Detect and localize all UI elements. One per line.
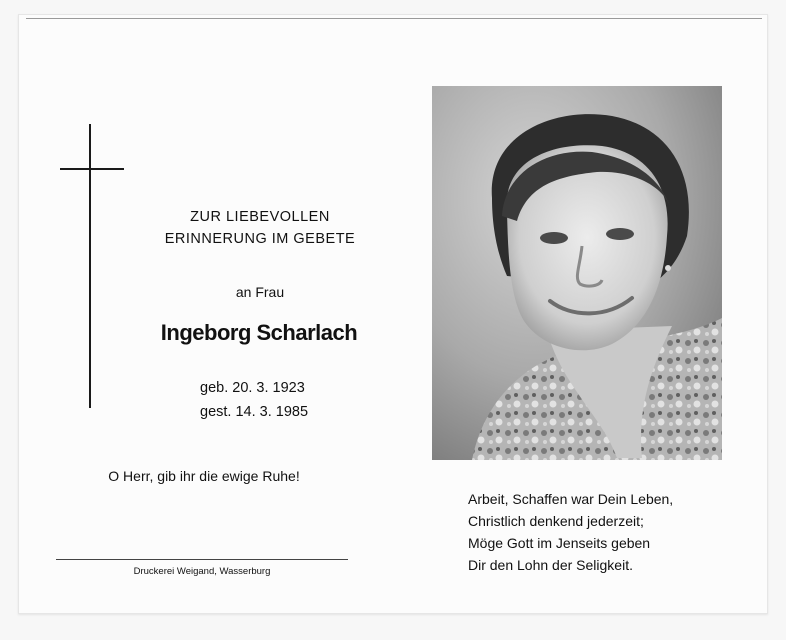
verse-line: Christlich denkend jederzeit; [468,513,644,529]
heading-line-1: ZUR LIEBEVOLLEN [190,209,330,225]
verse-line: Möge Gott im Jenseits geben [468,535,651,551]
verse-line: Arbeit, Schaffen war Dein Leben, [468,491,674,507]
birth-date: geb. 20. 3. 1923 [200,380,305,396]
verse-line: Dir den Lohn der Seligkeit. [468,557,633,573]
life-dates [186,376,350,424]
cross-icon-bar [60,168,124,170]
memorial-verse [468,488,708,576]
intro-text: an Frau [235,284,285,300]
prayer-text: O Herr, gib ihr die ewige Ruhe! [108,468,300,484]
death-date: gest. 14. 3. 1985 [200,404,309,420]
cross-icon [89,124,91,408]
portrait-photo-drawing [432,86,722,460]
memorial-heading [140,206,380,250]
printer-credit: Druckerei Weigand, Wasserburg [133,566,271,577]
card-top-edge [26,18,762,19]
footer-divider [56,559,348,560]
portrait-photo [432,86,722,460]
deceased-name: Ingeborg Scharlach [160,320,358,345]
heading-line-2: ERINNERUNG IM GEBETE [164,231,356,247]
